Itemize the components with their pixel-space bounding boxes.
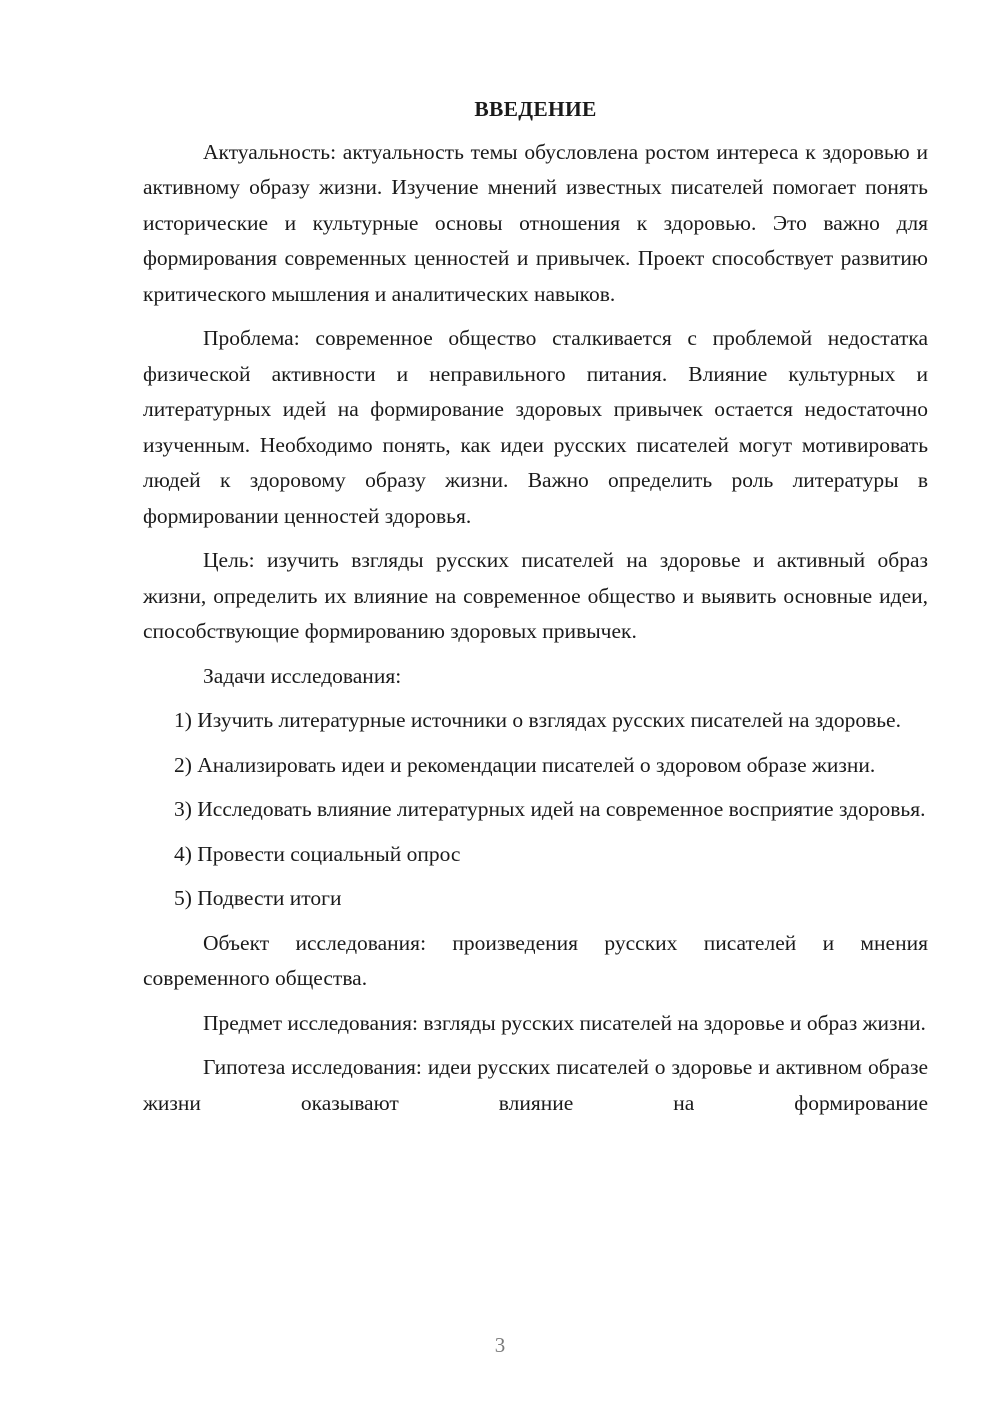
page-title: ВВЕДЕНИЕ <box>474 97 597 121</box>
document-body <box>143 92 928 1130</box>
task-item: 4) Провести социальный опрос <box>174 841 461 866</box>
task-item: 2) Анализировать идеи и рекомендации писателей о здоровом образе жизни. <box>174 752 876 777</box>
hypothesis-paragraph: Гипотеза исследования: идеи русских писателей о здоровье и активном образе жизни оказывают влияние на формирование <box>143 1055 928 1115</box>
task-item: 5) Подвести итоги <box>174 886 342 910</box>
page-number: 3 <box>494 1333 506 1357</box>
tasks-heading: Задачи исследования: <box>203 663 402 688</box>
problem-paragraph: Проблема: современное общество сталкивается с проблемой недостатка физической активности и неправильного питания. Влияние культурных и литературных идей на формирование здоровых привычек остается недостаточно изученным. Необходимо понять, как идеи русских писателей могут мотивировать людей к здоровому образу жизни. Важно определить роль литературы в формировании ценностей здоровья. <box>143 326 928 528</box>
goal-paragraph: Цель: изучить взгляды русских писателей на здоровье и активный образ жизни, определить их влияние на современное общество и выявить основные идеи, способствующие формированию здоровых привычек. <box>143 548 928 643</box>
task-item: 1) Изучить литературные источники о взглядах русских писателей на здоровье. <box>174 708 901 732</box>
research-object-paragraph: Объект исследования: произведения русских писателей и мнения современного общества. <box>143 930 928 990</box>
research-subject-paragraph: Предмет исследования: взгляды русских писателей на здоровье и образ жизни. <box>203 1010 926 1035</box>
task-item: 3) Исследовать влияние литературных идей на современное восприятие здоровья. <box>174 797 926 821</box>
relevance-paragraph: Актуальность: актуальность темы обусловлена ростом интереса к здоровью и активному образу жизни. Изучение мнений известных писателей помогает понять исторические и культурные основы отношения к здоровью. Это важно для формирования современных ценностей и привычек. Проект способствует развитию критического мышления и аналитических навыков. <box>143 139 928 306</box>
